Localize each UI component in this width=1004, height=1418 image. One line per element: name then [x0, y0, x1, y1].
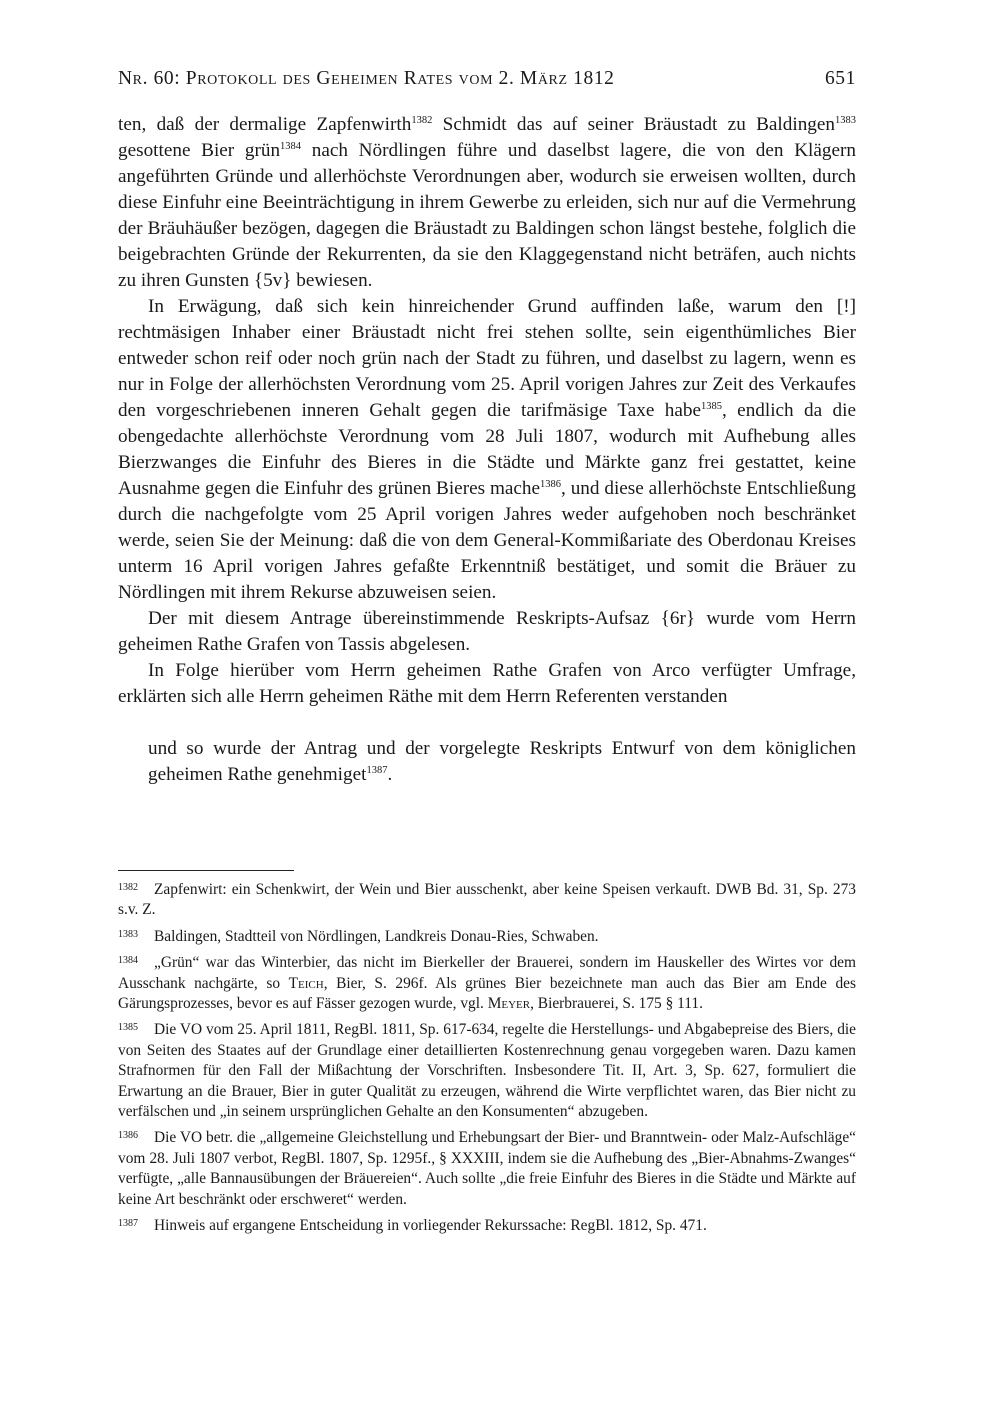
- footnote-1384: [118, 953, 856, 1014]
- paragraph-5: [118, 736, 856, 788]
- footnote-1383: [118, 927, 856, 947]
- footnote-separator: [118, 870, 294, 871]
- footnote-number: 1385: [118, 1022, 138, 1034]
- author-name: Teich: [288, 974, 324, 992]
- page-number: 651: [824, 68, 856, 89]
- footnote-ref-1383[interactable]: 1383: [835, 115, 856, 126]
- footnote-text: Die VO vom 25. April 1811, RegBl. 1811, Sp. 617-634, regelte die Herstellungs- und Abgabepreise des Biers, die von Seiten des Staates auf der Grundlage einer detaillierten Kostenrechnung genau vorgegeben waren. Dazu kamen Strafnormen für den Fall der Mißachtung der Vorschriften. Insbesondere Tit. II, Art. 3, Sp. 627, formuliert die Erwartung an die Brauer, Bier in guter Qualität zu erzeugen, während die Wirte verpflichtet waren, das Bier nicht zu verfälschen und „in seinem ursprünglichen Gehalte an den Konsumenten“ abzugeben.: [118, 1021, 856, 1121]
- footnote-ref-1385[interactable]: 1385: [700, 401, 722, 412]
- main-text: [118, 112, 856, 788]
- paragraph-4: In Folge hierüber vom Herrn geheimen Rathe Grafen von Arco verfügter Umfrage, erklärten sich alle Herrn geheimen Räthe mit dem Herrn Referenten verstanden: [118, 660, 856, 707]
- paragraph-1: [118, 112, 856, 294]
- footnote-1387: [118, 1216, 856, 1236]
- footnote-ref-1387[interactable]: 1387: [366, 765, 388, 776]
- footnote-number: 1387: [118, 1218, 138, 1230]
- footnotes: [118, 880, 856, 1243]
- footnote-text: Die VO betr. die „allgemeine Gleichstellung und Erhebungsart der Bier- und Branntwein- oder Malz-Aufschläge“ vom 28. Juli 1807 verbot, RegBl. 1807, Sp. 1295f., § XXXIII, indem sie die Aufhebung des „Bier-Abnahms-Zwanges“ verfügte, „alle Bannausübungen der Bräuereien“. Auch sollte „die freie Einfuhr des Bieres in die Städte und Märkte auf keine Art beschränkt oder erschweret“ werden.: [118, 1129, 856, 1208]
- running-title: Nr. 60: Protokoll des Geheimen Rates vom 2. März 1812: [118, 68, 615, 89]
- text-span: , endlich da die obengedachte allerhöchste Verordnung vom 28 Juli 1807, wodurch mit Aufhebung alles Bierzwanges die Einfuhr des Bieres in die Städte und Märkte ganz frei gestattet, keine Ausnahme gegen die Einfuhr des grünen Bieres mache: [118, 400, 857, 499]
- text-span: ten, daß der dermalige Zapfenwirth: [118, 114, 412, 135]
- footnote-ref-1382[interactable]: 1382: [411, 115, 433, 126]
- footnote-number: 1384: [118, 955, 138, 967]
- footnote-ref-1384[interactable]: 1384: [280, 141, 302, 152]
- footnote-text: Zapfenwirt: ein Schenkwirt, der Wein und Bier ausschenkt, aber keine Speisen verkauft. DWB Bd. 31, Sp. 273 s.v. Z.: [118, 881, 856, 919]
- footnote-text: Baldingen, Stadtteil von Nördlingen, Landkreis Donau-Ries, Schwaben.: [154, 927, 599, 945]
- author-name: Meyer: [487, 995, 531, 1013]
- footnote-text: , Bierbrauerei, S. 175 § 111.: [530, 995, 703, 1013]
- text-span: .: [387, 764, 393, 785]
- text-span: gesottene Bier grün: [118, 140, 281, 161]
- paragraph-2: [118, 294, 856, 606]
- paragraph-3: Der mit diesem Antrage übereinstimmende Reskripts-Aufsaz {6r} wurde vom Herrn geheimen Rathe Grafen von Tassis abgelesen.: [118, 608, 856, 655]
- footnote-text: Hinweis auf ergangene Entscheidung in vorliegender Rekurssache: RegBl. 1812, Sp. 471.: [154, 1217, 707, 1235]
- footnote-number: 1383: [118, 928, 138, 940]
- text-span: Schmidt das auf seiner Bräustadt zu Baldingen: [432, 114, 835, 135]
- footnote-1386: [118, 1128, 856, 1210]
- text-span: , und diese allerhöchste Entschließung durch die nachgefolgte vom 25 April vorigen Jahres weder aufgehoben noch beschränket werde, seien Sie der Meinung: daß die von dem General-Kommißariate des Oberdonau Kreises unterm 16 April vorigen Jahres gefaßte Erkenntniß bestätiget, und somit die Bräuer zu Nördlingen mit ihrem Rekurse abzuweisen seien.: [118, 478, 856, 603]
- text-span: und so wurde der Antrag und der vorgelegte Reskripts Entwurf von dem königlichen geheimen Rathe genehmiget: [148, 738, 856, 785]
- footnote-number: 1386: [118, 1130, 138, 1142]
- footnote-1385: [118, 1020, 856, 1122]
- text-span: In Erwägung, daß sich kein hinreichender Grund auffinden laße, warum den [!] rechtmäsigen Inhaber einer Bräustadt nicht frei stehen sollte, sein eigenthümliches Bier entweder schon reif oder noch grün nach der Stadt zu führen, und daselbst zu lagern, wenn es nur in Folge der allerhöchsten Verordnung vom 25. April vorigen Jahres zur Zeit des Verkaufes den vorgeschriebenen inneren Gehalt gegen die tarifmäsige Taxe habe: [118, 296, 856, 421]
- footnote-ref-1386[interactable]: 1386: [540, 479, 562, 490]
- footnote-number: 1382: [118, 882, 138, 893]
- running-header: [118, 62, 856, 94]
- footnote-text: , Bier, S. 296f. Als grünes Bier bezeichnete man auch das Bier am Ende des Gärungsprozesses, bevor es auf Fässer gezogen wurde, vgl.: [118, 974, 856, 1013]
- footnote-1382: [118, 880, 856, 921]
- footnote-text: „Grün“ war das Winterbier, das nicht im Bierkeller der Brauerei, sondern im Hauskeller des Wirtes vor dem Ausschank nachgärte, so: [118, 954, 856, 992]
- text-span: nach Nördlingen führe und daselbst lagere, die von den Klägern angeführten Gründe und allerhöchste Verordnungen aber, wodurch sie erweisen wollten, durch diese Einfuhr eine Beeinträchtigung in ihrem Gewerbe zu erleiden, sich nur auf die Vermehrung der Bräuhäußer bezögen, dagegen die Bräustadt zu Baldingen schon längst bestehe, folglich die beigebrachten Gründe der Rekurrenten, da sie den Klaggegenstand nicht beträfen, auch nichts zu ihren Gunsten {5v} bewiesen.: [118, 140, 856, 291]
